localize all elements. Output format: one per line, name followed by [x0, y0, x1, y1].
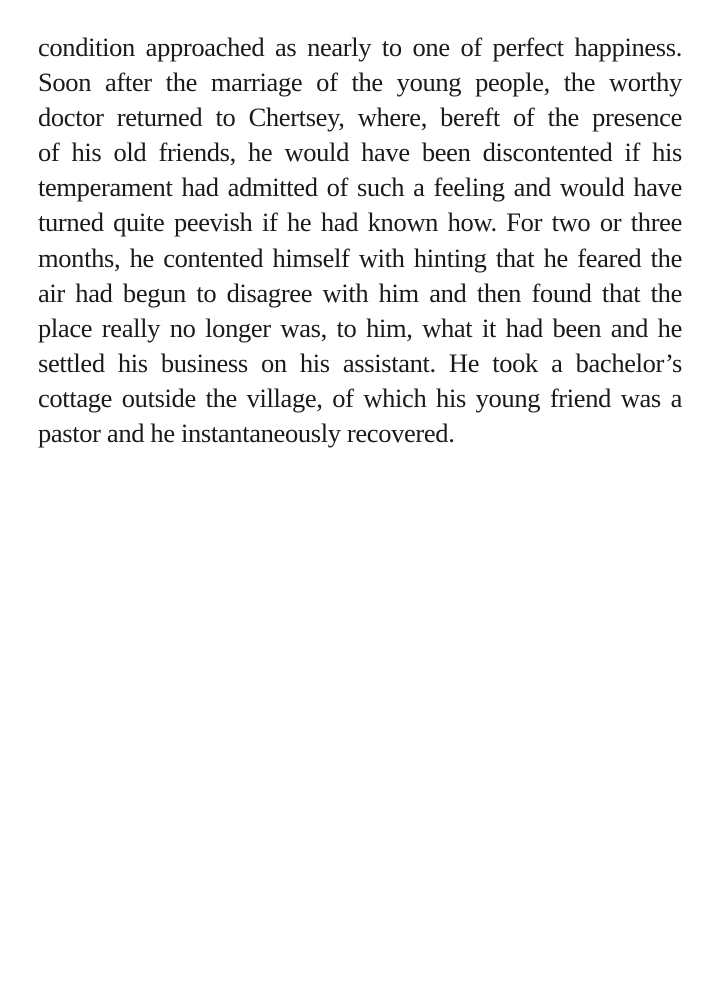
text-line: temperament had admitted of such a feeling and would have [38, 172, 682, 203]
text-line: air had begun to disagree with him and then found that the [38, 277, 682, 308]
text-line: condition approached as nearly to one of perfect happiness. [38, 32, 682, 62]
text-line: of his old friends, he would have been discontented if his [38, 137, 682, 168]
text-line: Soon after the marriage of the young people, the worthy [38, 67, 682, 98]
text-line: months, he contented himself with hinting that he feared the [38, 242, 682, 273]
text-line: place really no longer was, to him, what it had been and he [38, 312, 682, 343]
text-line: pastor and he instantaneously recovered. [38, 418, 455, 449]
body-paragraph [38, 30, 682, 451]
text-line: turned quite peevish if he had known how. For two or three [38, 207, 682, 238]
text-line: cottage outside the village, of which his young friend was a [38, 382, 682, 413]
text-line: settled his business on his assistant. He took a bachelor’s [38, 347, 682, 378]
text-line: doctor returned to Chertsey, where, bereft of the presence [38, 102, 682, 133]
